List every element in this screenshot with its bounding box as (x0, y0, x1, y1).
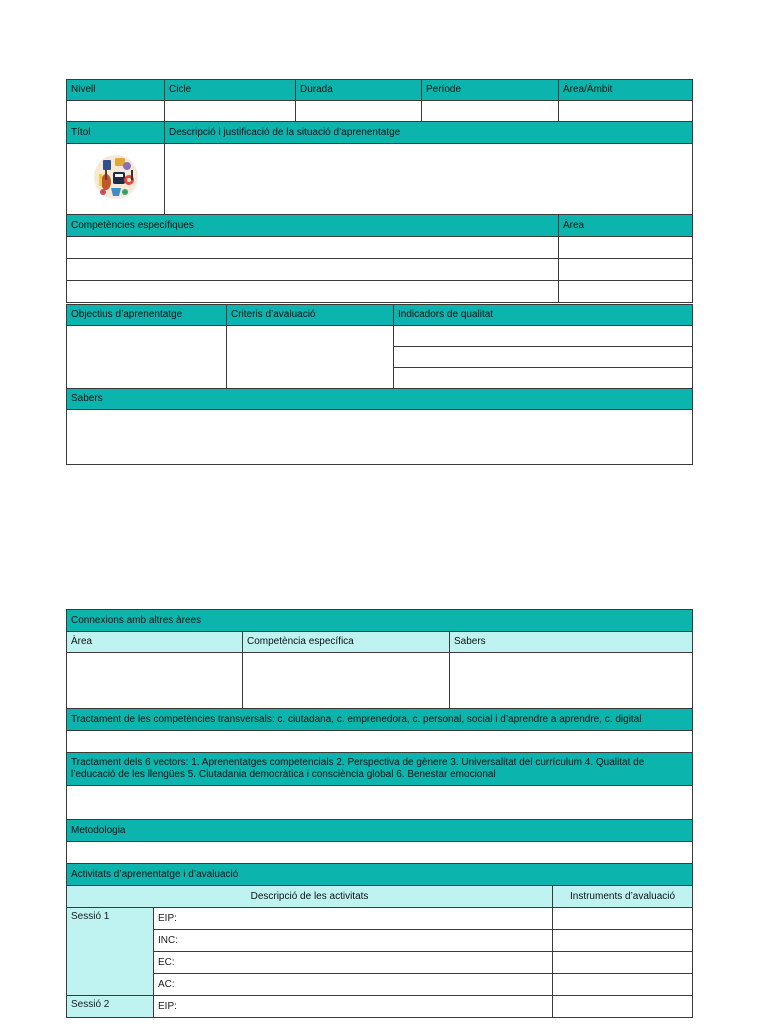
methodology-field[interactable] (67, 842, 693, 864)
criteria-field[interactable] (227, 326, 394, 389)
connections-table (66, 609, 693, 886)
area-field-2[interactable] (559, 259, 693, 281)
session-2-eip[interactable]: EIP: (154, 996, 553, 1018)
objectives-header: Objectius d’aprenentatge (67, 305, 227, 326)
header-durada: Durada (296, 80, 422, 101)
connections-area-field[interactable] (67, 653, 243, 709)
header-periode: Període (422, 80, 559, 101)
session-2-eip-instrument[interactable] (553, 996, 693, 1018)
connections-sabers-field[interactable] (450, 653, 693, 709)
vectors-header: Tractament dels 6 vectors: 1. Aprenentatges competencials 2. Perspectiva de gènere 3. Universalitat del currículum 4. Qualitat de l’educació de les llengües 5. Ciutadania democràtica i consciència global 6. Benestar emocional (67, 753, 693, 786)
session-1-ec[interactable]: EC: (154, 952, 553, 974)
activities-instruments-header: Instruments d’avaluació (553, 886, 693, 908)
periode-field[interactable] (422, 101, 559, 122)
sabers-field[interactable] (67, 410, 693, 465)
objectives-field[interactable] (67, 326, 227, 389)
indicator-field-1[interactable] (394, 326, 693, 347)
session-1-inc[interactable]: INC: (154, 930, 553, 952)
activities-header: Activitats d’aprenentatge i d’avaluació (67, 864, 693, 886)
description-field[interactable] (165, 144, 693, 215)
nivell-field[interactable] (67, 101, 165, 122)
description-header: Descripció i justificació de la situació d’aprenentatge (165, 122, 693, 144)
area-header: Àrea (559, 215, 693, 237)
sabers-header: Sabers (67, 389, 693, 410)
session-1-ac-instrument[interactable] (553, 974, 693, 996)
header-area-ambit: Àrea/Àmbit (559, 80, 693, 101)
indicator-field-2[interactable] (394, 347, 693, 368)
transversal-field[interactable] (67, 731, 693, 753)
competency-field-1[interactable] (67, 237, 559, 259)
indicator-field-3[interactable] (394, 368, 693, 389)
vectors-field[interactable] (67, 786, 693, 820)
session-1-ec-instrument[interactable] (553, 952, 693, 974)
competency-field-3[interactable] (67, 281, 559, 303)
session-1-inc-instrument[interactable] (553, 930, 693, 952)
activities-table (66, 885, 693, 1018)
header-cicle: Cicle (165, 80, 296, 101)
session-1-ac[interactable]: AC: (154, 974, 553, 996)
connections-competency-field[interactable] (243, 653, 450, 709)
session-2-label: Sessió 2 (67, 996, 154, 1018)
title-header: Títol (67, 122, 165, 144)
transversal-header: Tractament de les competències transversals: c. ciutadana, c. emprenedora, c. personal, social i d’aprendre a aprendre, c. digital (67, 709, 693, 731)
area-ambit-field[interactable] (559, 101, 693, 122)
methodology-header: Metodologia (67, 820, 693, 842)
competency-field-2[interactable] (67, 259, 559, 281)
session-1-label: Sessió 1 (67, 908, 154, 996)
durada-field[interactable] (296, 101, 422, 122)
area-field-1[interactable] (559, 237, 693, 259)
criteria-header: Criteris d’avaluació (227, 305, 394, 326)
objectives-table (66, 304, 693, 465)
title-field[interactable] (67, 144, 165, 215)
session-1-eip[interactable]: EIP: (154, 908, 553, 930)
connections-sabers-header: Sabers (450, 632, 693, 653)
connections-header: Connexions amb altres àrees (67, 610, 693, 632)
cicle-field[interactable] (165, 101, 296, 122)
connections-competency-header: Competència específica (243, 632, 450, 653)
header-nivell: Nivell (67, 80, 165, 101)
connections-area-header: Àrea (67, 632, 243, 653)
competencies-header: Competències específiques (67, 215, 559, 237)
area-field-3[interactable] (559, 281, 693, 303)
activities-description-header: Descripció de les activitats (67, 886, 553, 908)
learning-situation-table (66, 79, 693, 303)
music-instruments-illustration (91, 152, 141, 202)
session-1-eip-instrument[interactable] (553, 908, 693, 930)
indicators-header: Indicadors de qualitat (394, 305, 693, 326)
